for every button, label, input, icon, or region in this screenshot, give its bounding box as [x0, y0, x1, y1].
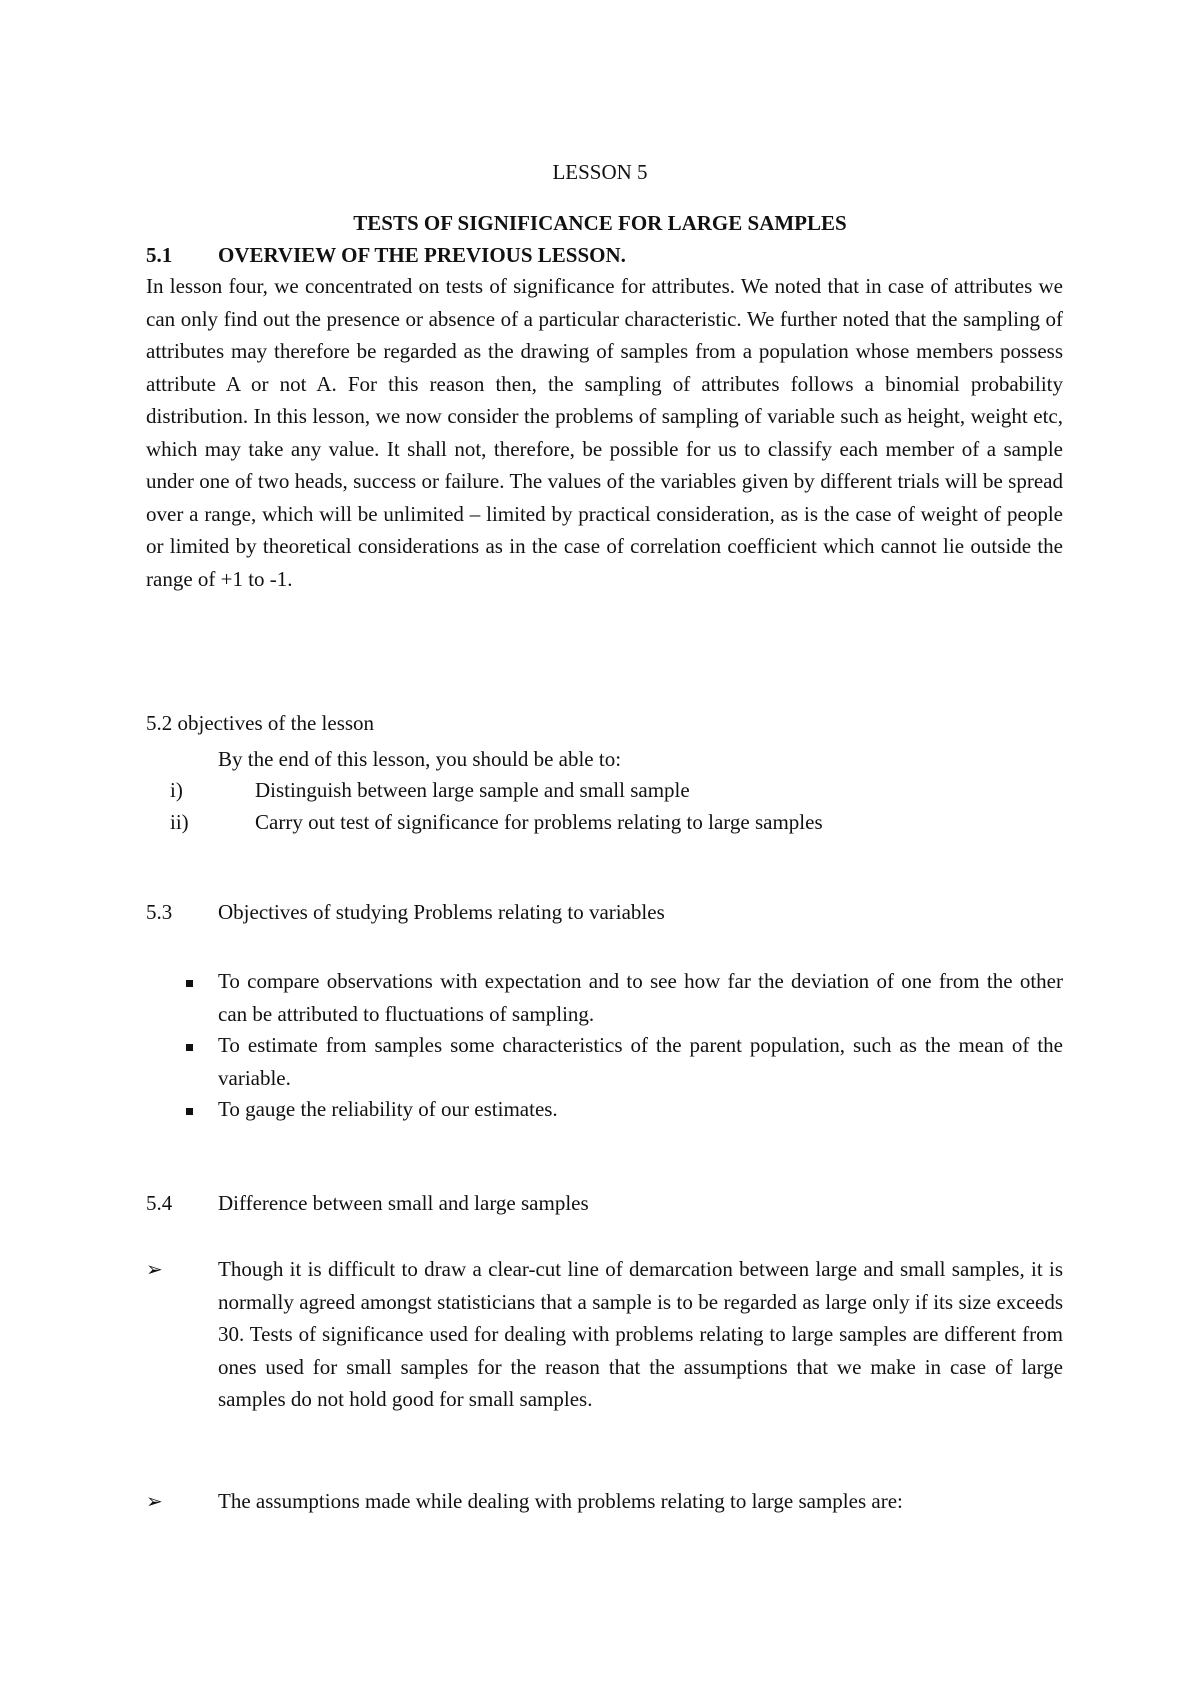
- objective-text: Carry out test of significance for problems relating to large samples: [255, 810, 823, 834]
- objective-text: Distinguish between large sample and small sample: [255, 778, 690, 802]
- arrow-bullet-icon: ➢: [146, 1259, 163, 1281]
- section-5-1-number: 5.1: [146, 243, 173, 267]
- section-5-4-number: 5.4: [146, 1191, 173, 1215]
- section-5-1-paragraph: In lesson four, we concentrated on tests of significance for attributes. We noted that in case of attributes we can only find out the presence or absence of a particular characteristic. We further noted that the sampling of attributes may therefore be regarded as the drawing of samples from a population whose members possess attribute A or not A. For this reason then, the sampling of attributes follows a binomial probability distribution. In this lesson, we now consider the problems of sampling of variable such as height, weight etc, which may take any value. It shall not, therefore, be possible for us to classify each member of a sample under one of two heads, success or failure. The values of the variables given by different trials will be spread over a range, which will be unlimited – limited by practical consideration, as is the case of weight of people or limited by theoretical considerations as in the case of correlation coefficient which cannot lie outside the range of +1 to -1.: [146, 274, 1063, 591]
- square-bullet-icon: [186, 980, 193, 987]
- main-title: TESTS OF SIGNIFICANCE FOR LARGE SAMPLES: [353, 211, 847, 235]
- section-5-4-heading: Difference between small and large samples: [218, 1191, 589, 1215]
- section-5-2-intro: By the end of this lesson, you should be able to:: [218, 747, 622, 771]
- section-5-3-heading: Objectives of studying Problems relating to variables: [218, 900, 665, 924]
- arrow-bullet-icon: ➢: [146, 1491, 163, 1513]
- bullet-text: To gauge the reliability of our estimates.: [218, 1097, 558, 1121]
- point-text: The assumptions made while dealing with problems relating to large samples are:: [218, 1489, 903, 1513]
- square-bullet-icon: [186, 1108, 193, 1115]
- bullet-text: To compare observations with expectation and to see how far the deviation of one from the other can be attributed to fluctuations of sampling.: [218, 969, 1063, 1026]
- lesson-title: LESSON 5: [552, 160, 648, 184]
- section-5-1-heading: OVERVIEW OF THE PREVIOUS LESSON.: [218, 243, 626, 267]
- section-5-2-heading: 5.2 objectives of the lesson: [146, 711, 375, 735]
- objective-marker: i): [170, 778, 183, 802]
- bullet-text: To estimate from samples some characteristics of the parent population, such as the mean of the variable.: [218, 1033, 1063, 1090]
- objective-marker: ii): [170, 810, 189, 834]
- point-text: Though it is difficult to draw a clear-cut line of demarcation between large and small samples, it is normally agreed amongst statisticians that a sample is to be regarded as large only if its size exceeds 30. Tests of significance used for dealing with problems relating to large samples are different from ones used for small samples for the reason that the assumptions that we make in case of large samples do not hold good for small samples.: [218, 1257, 1063, 1411]
- section-5-3-number: 5.3: [146, 900, 173, 924]
- square-bullet-icon: [186, 1044, 193, 1051]
